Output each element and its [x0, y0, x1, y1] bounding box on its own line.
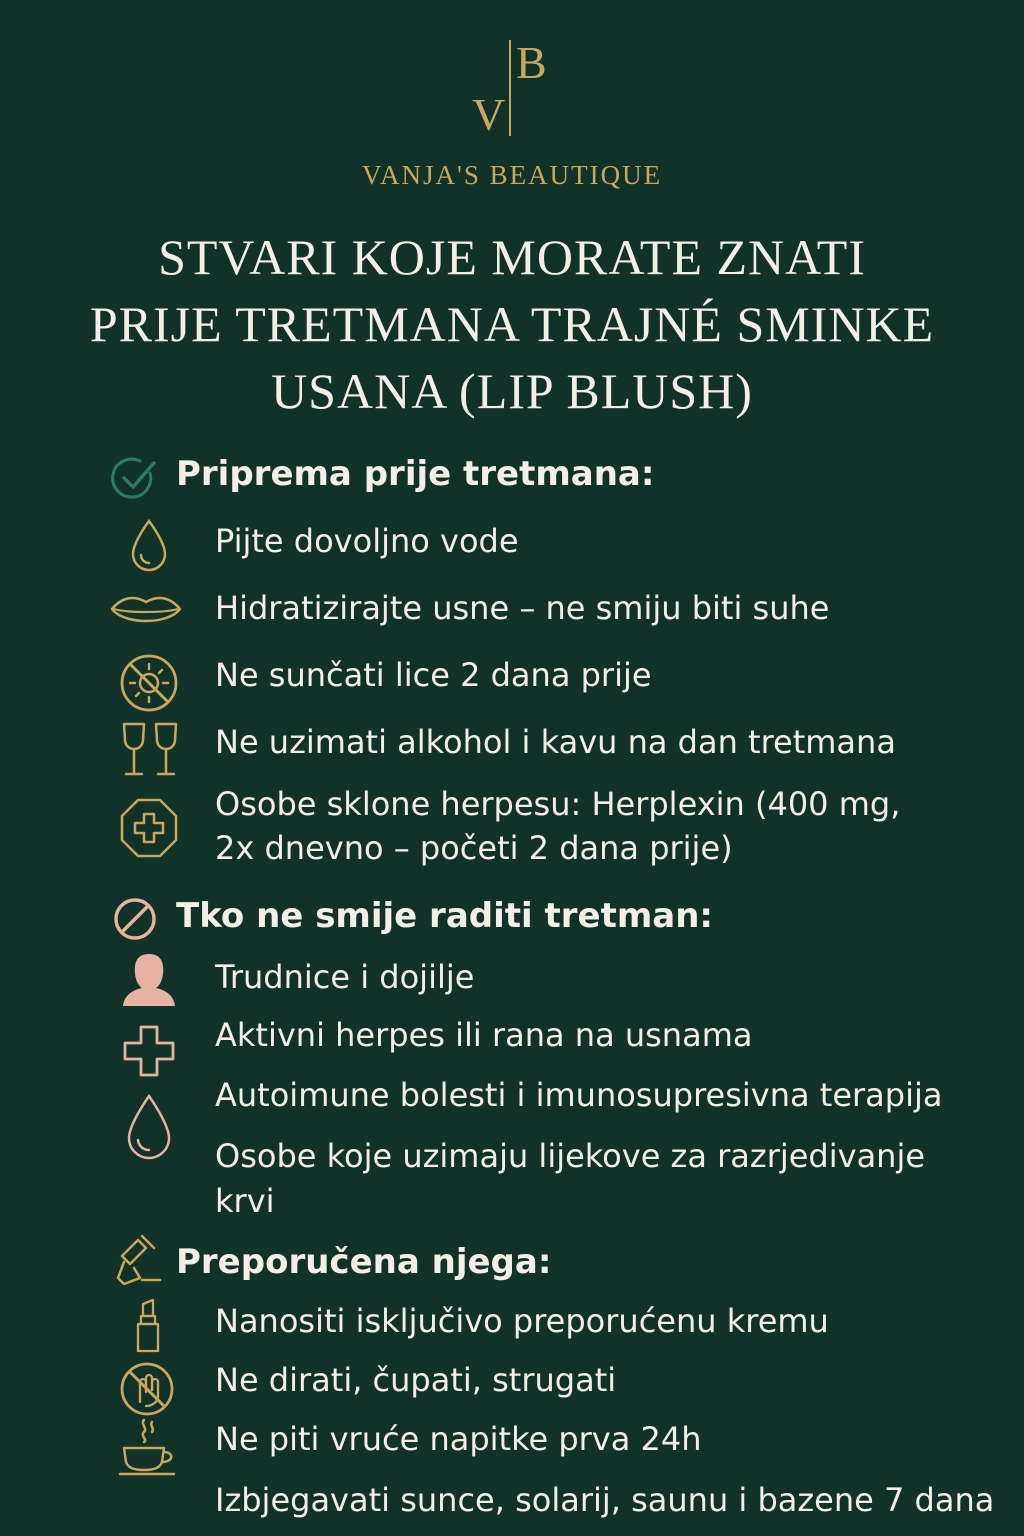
prep-item-5: Osobe sklone herpesu: Herplexin (400 mg, — [215, 785, 901, 823]
blood-drop-icon — [124, 1092, 174, 1162]
care-item-1: Nanositi isključivo preporućenu kremu — [215, 1302, 829, 1340]
prohibited-icon — [112, 896, 158, 942]
medical-cross-icon — [122, 1024, 176, 1078]
lips-icon — [108, 591, 184, 631]
title-line-3: USANA (LIP BLUSH) — [271, 363, 753, 419]
section-heading-prep: Priprema prije tretmana: — [176, 454, 655, 494]
lipstick-icon — [134, 1298, 162, 1354]
contra-item-4: Osobe koje uzimaju lijekove za razrjedivanje — [215, 1137, 926, 1175]
logo-letter-v: V — [472, 89, 506, 140]
checkmark-circle-icon — [110, 455, 158, 503]
medical-shield-icon — [118, 796, 180, 860]
prep-item-5-cont: 2x dnevno – početi 2 dana prije) — [215, 829, 733, 867]
brand-name: VANJA'S BEAUTIQUE — [361, 160, 663, 190]
no-touch-icon — [118, 1360, 176, 1418]
water-drop-icon — [128, 518, 170, 574]
section-heading-contra: Tko ne smije raditi tretman: — [176, 896, 714, 936]
prep-item-4: Ne uzimati alkohol i kavu na dan tretmana — [215, 723, 896, 761]
dropper-icon — [114, 1234, 164, 1288]
contra-item-3: Autoimune bolesti i imunosupresivna terapija — [215, 1076, 943, 1114]
care-item-2: Ne dirati, čupati, strugati — [215, 1361, 617, 1399]
care-item-4: Izbjegavati sunce, solarij, saunu i bazene 7 dana — [215, 1481, 995, 1519]
wine-glasses-icon — [118, 720, 182, 780]
logo-letter-b: B — [516, 37, 547, 88]
care-item-3: Ne piti vruće napitke prva 24h — [215, 1420, 702, 1458]
page-title — [40, 224, 984, 425]
title-line-1: STVARI KOJE MORATE ZNATI — [158, 229, 866, 285]
no-sun-icon — [118, 652, 180, 714]
logo-divider — [509, 40, 511, 136]
prep-item-3: Ne sunčati lice 2 dana prije — [215, 656, 652, 694]
woman-silhouette-icon — [120, 950, 178, 1008]
contra-item-2: Aktivni herpes ili rana na usnama — [215, 1016, 753, 1054]
hot-coffee-icon — [116, 1416, 182, 1480]
section-heading-care: Preporučena njega: — [176, 1242, 552, 1282]
contra-item-4-cont: krvi — [215, 1182, 275, 1220]
title-line-2: PRIJE TRETMANA TRAJNÉ SMINKE — [89, 296, 935, 352]
prep-item-2: Hidratizirajte usne – ne smiju biti suhe — [215, 589, 830, 627]
prep-item-1: Pijte dovoljno vode — [215, 522, 519, 560]
contra-item-1: Trudnice i dojilje — [215, 958, 475, 996]
